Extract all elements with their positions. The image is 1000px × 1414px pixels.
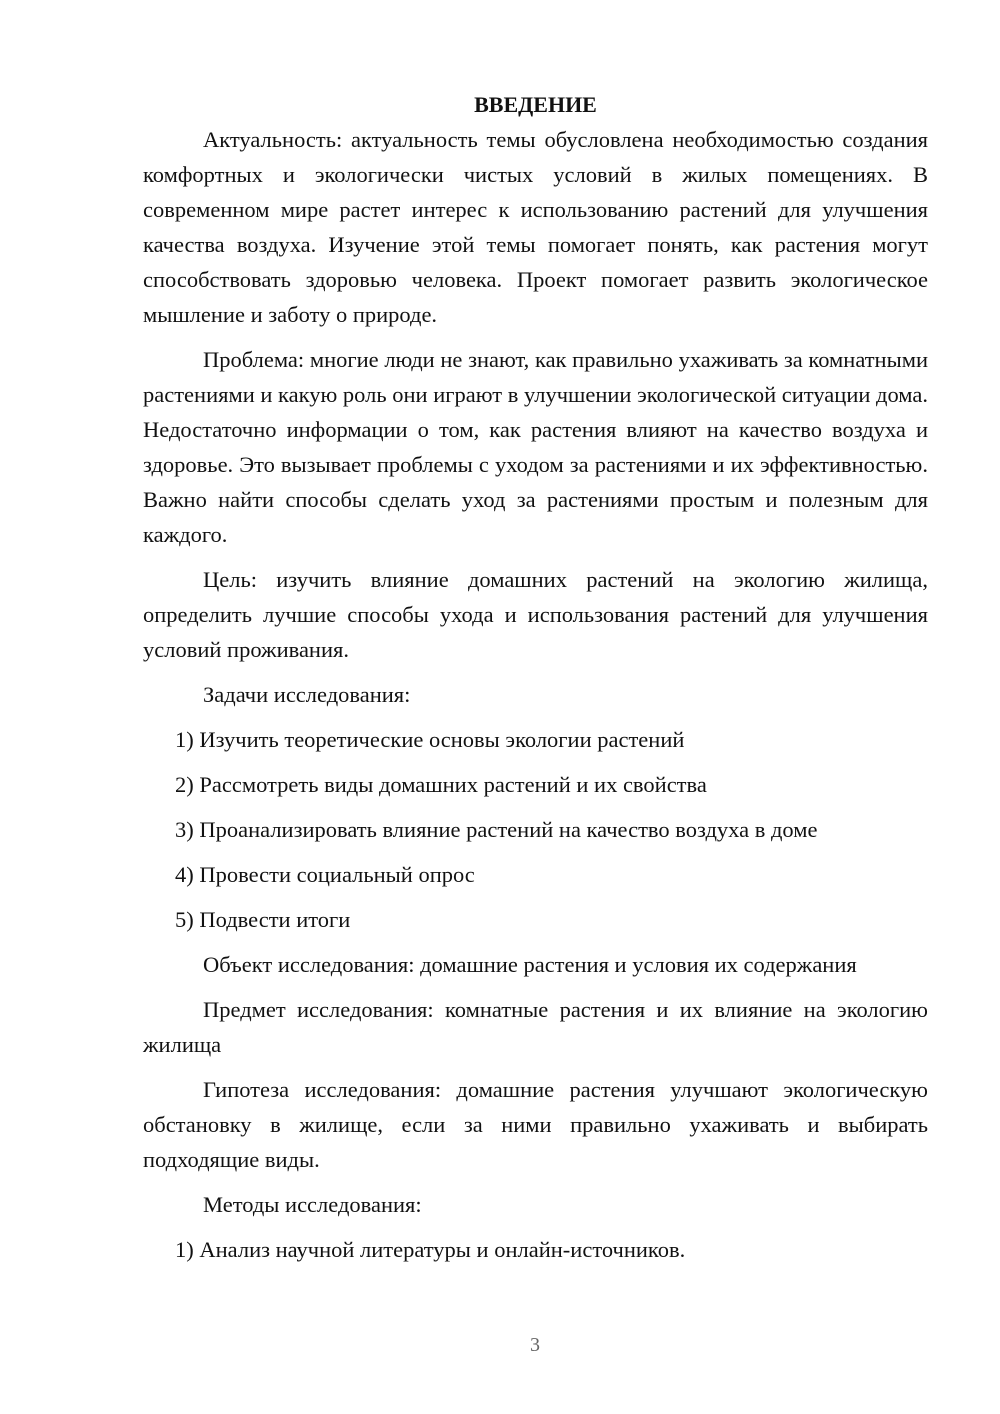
task-item: 3) Проанализировать влияние растений на качество воздуха в доме [175, 817, 818, 842]
task-item: 5) Подвести итоги [175, 907, 351, 932]
section-title: ВВЕДЕНИЕ [474, 92, 597, 117]
tasks-heading: Задачи исследования: [203, 682, 411, 707]
relevance-paragraph: Актуальность: актуальность темы обусловлена необходимостью создания комфортных и экологически чистых условий в жилых помещениях. В современном мире растет интерес к использованию растений для улучшения качества воздуха. Изучение этой темы помогает понять, как растения могут способствовать здоровью человека. Проект помогает развить экологическое мышление и заботу о природе. [143, 127, 928, 327]
goal-paragraph: Цель: изучить влияние домашних растений на экологию жилища, определить лучшие способы ухода и использования растений для улучшения условий проживания. [143, 567, 928, 662]
hypothesis-paragraph: Гипотеза исследования: домашние растения улучшают экологическую обстановку в жилище, если за ними правильно ухаживать и выбирать подходящие виды. [143, 1077, 928, 1172]
document-page [143, 88, 928, 1277]
task-item: 4) Провести социальный опрос [175, 862, 475, 887]
task-item: 2) Рассмотреть виды домашних растений и их свойства [175, 772, 707, 797]
object-paragraph: Объект исследования: домашние растения и условия их содержания [203, 952, 857, 977]
problem-paragraph: Проблема: многие люди не знают, как правильно ухаживать за комнатными растениями и какую роль они играют в улучшении экологической ситуации дома. Недостаточно информации о том, как растения влияют на качество воздуха и здоровье. Это вызывает проблемы с уходом за растениями и их эффективностью. Важно найти способы сделать уход за растениями простым и полезным для каждого. [143, 347, 928, 547]
page-number: 3 [530, 1334, 540, 1356]
methods-heading: Методы исследования: [203, 1192, 422, 1217]
method-item: 1) Анализ научной литературы и онлайн-источников. [175, 1237, 686, 1262]
subject-paragraph: Предмет исследования: комнатные растения и их влияние на экологию жилища [143, 997, 928, 1057]
task-item: 1) Изучить теоретические основы экологии растений [175, 727, 685, 752]
